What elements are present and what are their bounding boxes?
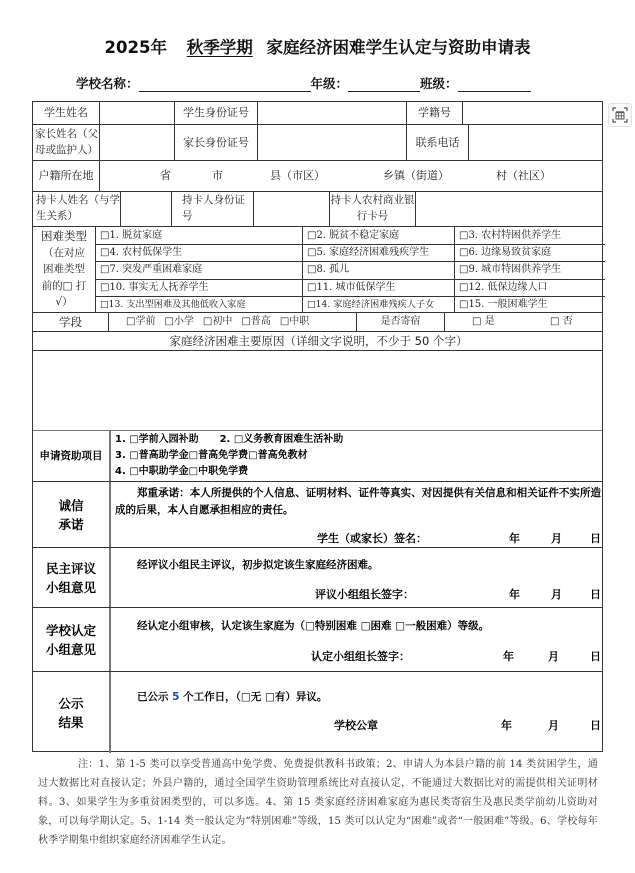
table-tool-button[interactable] bbox=[608, 103, 632, 127]
title-term: 秋季学期 bbox=[186, 38, 253, 57]
table-fullscreen-icon bbox=[612, 107, 628, 123]
difficulty-option[interactable]: □14. 家庭经济困难残疾人子女 bbox=[302, 296, 454, 313]
difficulty-option[interactable]: □6. 边缘易致贫家庭 bbox=[454, 244, 605, 261]
residence-town: 乡镇（街道） bbox=[383, 169, 449, 183]
school-info-line bbox=[76, 74, 531, 92]
publicity-year: 年 bbox=[501, 719, 512, 732]
pledge-year: 年 bbox=[509, 532, 520, 545]
reason-textarea[interactable] bbox=[33, 351, 604, 430]
school-name-field[interactable] bbox=[139, 78, 311, 92]
school-label-line: 小组意见 bbox=[45, 641, 96, 657]
holder-id-field[interactable] bbox=[253, 192, 329, 226]
holder-id-label: 持卡人身份证号 bbox=[171, 192, 253, 226]
reason-heading-row bbox=[33, 331, 602, 350]
boarding-label: 是否寄宿 bbox=[356, 313, 444, 331]
difficulty-type-label bbox=[33, 227, 95, 312]
residence-county: 县（市区） bbox=[270, 169, 325, 183]
title-year: 2025年 bbox=[104, 38, 167, 57]
difficulty-option[interactable]: □13. 支出型困难及其他低收入家庭 bbox=[96, 296, 302, 313]
stage-options bbox=[108, 313, 356, 331]
difficulty-option[interactable]: □11. 城市低保学生 bbox=[302, 279, 454, 296]
pledge-month: 月 bbox=[551, 532, 562, 545]
review-sign-label: 评议小组组长签字： bbox=[315, 588, 414, 601]
school-determination-text: 经认定小组审核，认定该生家庭为（□特别困难 □困难 □一般困难）等级。 bbox=[137, 620, 490, 632]
class-label: 班级： bbox=[420, 76, 458, 91]
publicity-label-line: 结果 bbox=[58, 714, 84, 730]
aid-line-1[interactable]: 1. □学前入园补助 2. □义务教育困难生活补助 bbox=[115, 434, 344, 445]
difficulty-option[interactable]: □15. 一般困难学生 bbox=[454, 296, 605, 313]
student-id-label: 学生身份证号 bbox=[174, 102, 257, 124]
difficulty-type-row bbox=[33, 226, 602, 312]
publicity-month: 月 bbox=[548, 719, 559, 732]
student-name-label: 学生姓名 bbox=[44, 106, 88, 120]
difficulty-option[interactable]: □5. 家庭经济困难残疾学生 bbox=[302, 244, 454, 261]
pledge-row bbox=[33, 481, 602, 547]
difficulty-option[interactable]: □1. 脱贫家庭 bbox=[100, 229, 163, 241]
parent-name-field[interactable] bbox=[99, 125, 174, 160]
publicity-label bbox=[33, 672, 109, 753]
residence-city: 市 bbox=[212, 169, 223, 183]
school-month: 月 bbox=[548, 650, 559, 663]
publicity-text-before: 已公示 bbox=[137, 691, 173, 703]
difficulty-option[interactable]: □10. 事实无人抚养学生 bbox=[96, 279, 302, 296]
publicity-day: 日 bbox=[590, 719, 601, 732]
difficulty-option[interactable]: □3. 农村特困供养学生 bbox=[454, 227, 605, 244]
difficulty-option[interactable]: □4. 农村低保学生 bbox=[96, 244, 302, 261]
publicity-label-line: 公示 bbox=[58, 695, 84, 711]
school-determination-row bbox=[33, 607, 602, 671]
pledge-label bbox=[33, 482, 109, 547]
stage-option-junior[interactable]: □初中 bbox=[202, 316, 233, 327]
stage-option-preschool[interactable]: □学前 bbox=[126, 316, 156, 327]
review-text: 经评议小组民主评议，初步拟定该生家庭经济困难。 bbox=[137, 559, 379, 571]
student-id-field[interactable] bbox=[257, 102, 406, 124]
school-label-line: 学校认定 bbox=[45, 622, 96, 638]
form-title bbox=[0, 34, 635, 58]
school-determination-content bbox=[109, 608, 604, 671]
difficulty-label-line: 困难类型 bbox=[43, 263, 85, 276]
holder-card-label: 持卡人农村商业银行卡号 bbox=[329, 192, 415, 226]
aid-line-2[interactable]: 3. □普高助学金□普高免学费□普高免教材 bbox=[115, 450, 308, 461]
holder-name-field[interactable] bbox=[120, 192, 171, 226]
residence-row bbox=[33, 160, 602, 191]
footnote: 注：1、第 1-5 类可以享受普通高中免学费、免费提供教科书政策；2、申请人为本县户籍的前 14 类贫困学生，通过大数据比对直接认定；外县户籍的，通过全国学生资助管理系统比对直接认定，不能通过大数据比对的需提供相关证明材料。3、如果学生为多重贫困类型的，可以多选。4、第 15 类家庭经济困难家庭为惠民类寄宿生及惠民类学前幼儿资助对象，可以每学期认定。5、1-14 类一般认定为“特别困难”等级，15 类可以认定为“困难”或者“一般困难”等级。6、学校每年秋季学期集中组织家庭经济困难学生认定。 bbox=[38, 759, 598, 846]
stage-row bbox=[33, 312, 602, 331]
phone-field[interactable] bbox=[468, 125, 604, 160]
publicity-content bbox=[109, 672, 604, 753]
student-row bbox=[33, 102, 602, 124]
pledge-label-line: 诚信 bbox=[58, 497, 84, 513]
aid-line-3[interactable]: 4. □中职助学金□中职免学费 bbox=[115, 466, 249, 477]
difficulty-label-line: 前的□ 打 bbox=[41, 279, 87, 292]
stage-option-senior[interactable]: □普高 bbox=[241, 316, 271, 327]
aid-label: 申请资助项目 bbox=[39, 449, 103, 462]
reason-heading: 家庭经济困难主要原因（详细文字说明，不少于 50 个字） bbox=[169, 333, 468, 348]
residence-province: 省 bbox=[160, 169, 171, 183]
grade-field[interactable] bbox=[348, 78, 420, 92]
enroll-no-label: 学籍号 bbox=[406, 102, 462, 124]
review-label-line: 小组意见 bbox=[45, 579, 96, 595]
holder-card-field[interactable] bbox=[415, 192, 604, 226]
pledge-label-line: 承诺 bbox=[58, 516, 84, 532]
aid-options bbox=[109, 431, 604, 481]
parent-name-label: 家长姓名（父母或监护人） bbox=[35, 128, 98, 156]
difficulty-label-line: √） bbox=[55, 296, 73, 309]
review-row bbox=[33, 547, 602, 607]
review-year: 年 bbox=[509, 588, 520, 601]
boarding-no[interactable]: □ 否 bbox=[550, 316, 573, 327]
publicity-text-after: 个工作日，（□无 □有）异议。 bbox=[179, 691, 328, 703]
difficulty-option[interactable]: □7. 突发严重困难家庭 bbox=[96, 261, 302, 278]
difficulty-option[interactable]: □2. 脱贫不稳定家庭 bbox=[302, 227, 454, 244]
residence-label: 户籍所在地 bbox=[38, 169, 94, 183]
student-name-field[interactable] bbox=[99, 102, 174, 124]
review-content bbox=[109, 548, 604, 607]
class-field[interactable] bbox=[458, 78, 531, 92]
difficulty-label-line: （在对应 bbox=[43, 246, 85, 259]
boarding-yes[interactable]: □ 是 bbox=[472, 316, 495, 327]
difficulty-option[interactable]: □9. 城市特困供养学生 bbox=[454, 261, 605, 278]
stage-option-primary[interactable]: □小学 bbox=[164, 316, 194, 327]
parent-row bbox=[33, 124, 602, 160]
publicity-text bbox=[137, 689, 327, 706]
review-day: 日 bbox=[590, 588, 601, 601]
residence-field[interactable] bbox=[99, 161, 604, 191]
school-year: 年 bbox=[503, 650, 514, 663]
review-month: 月 bbox=[551, 588, 562, 601]
publicity-row bbox=[33, 671, 602, 753]
card-holder-row bbox=[33, 191, 602, 226]
difficulty-label-line: 困难类型 bbox=[41, 229, 87, 244]
enroll-no-field[interactable] bbox=[462, 102, 604, 124]
difficulty-type-grid bbox=[95, 227, 604, 312]
holder-name-label: 持卡人姓名（与学生关系） bbox=[36, 194, 120, 222]
pledge-text: 郑重承诺：本人所提供的个人信息、证明材料、证件等真实、对因提供有关信息和相关证件不实所造成的后果，本人自愿承担相应的责任。 bbox=[115, 487, 601, 516]
residence-village: 村（社区） bbox=[496, 169, 551, 183]
title-text: 家庭经济困难学生认定与资助申请表 bbox=[266, 38, 531, 57]
review-label bbox=[33, 548, 109, 607]
aid-row bbox=[33, 430, 602, 481]
difficulty-option[interactable]: □8. 孤儿 bbox=[302, 261, 454, 278]
stage-option-vocational[interactable]: □中职 bbox=[279, 316, 310, 327]
pledge-day: 日 bbox=[590, 532, 601, 545]
grade-label: 年级： bbox=[310, 76, 349, 91]
parent-id-label: 家长身份证号 bbox=[174, 125, 257, 160]
phone-label: 联系电话 bbox=[406, 125, 468, 160]
parent-id-field[interactable] bbox=[257, 125, 406, 160]
publicity-days: 5 bbox=[172, 691, 180, 703]
school-name-label: 学校名称： bbox=[76, 76, 139, 91]
boarding-options bbox=[444, 313, 604, 331]
school-day: 日 bbox=[590, 650, 601, 663]
pledge-content bbox=[109, 482, 604, 547]
school-sign-label: 认定小组组长签字： bbox=[311, 650, 410, 663]
stage-label: 学段 bbox=[59, 314, 82, 329]
difficulty-option[interactable]: □12. 低保边缘人口 bbox=[454, 279, 605, 296]
publicity-seal-label: 学校公章 bbox=[334, 719, 378, 732]
review-label-line: 民主评议 bbox=[45, 560, 96, 576]
school-determination-label bbox=[33, 608, 109, 671]
reason-content-row bbox=[33, 350, 602, 430]
application-form-table bbox=[32, 101, 603, 752]
pledge-sign-label: 学生（或家长）签名： bbox=[317, 532, 427, 545]
